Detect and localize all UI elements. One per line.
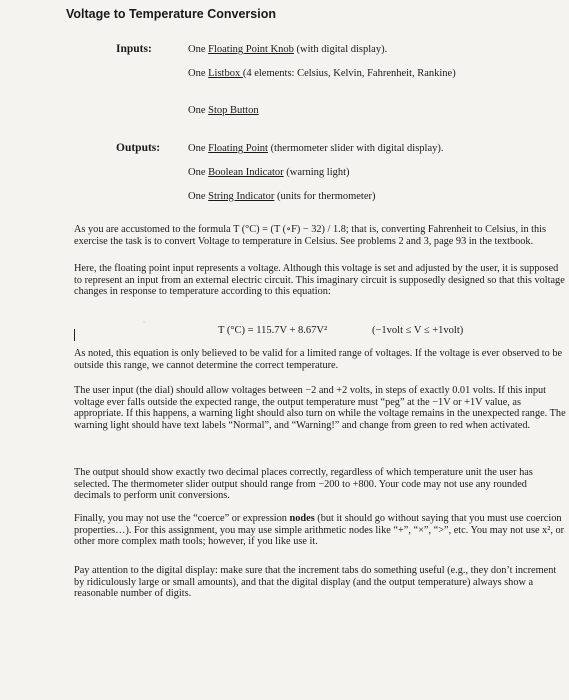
input-item-knob [188,43,518,56]
item-link: Boolean Indicator [208,167,284,178]
item-suffix: (with digital display). [293,44,388,55]
item-prefix: One [188,105,209,116]
outputs-label: Outputs: [116,142,161,154]
item-link: Listbox [208,68,243,79]
inputs-label: Inputs: [116,43,152,55]
page-title: Voltage to Temperature Conversion [66,7,276,21]
restrictions-text-rest: (but it should go without saying that you must use coercion properties…). For this assignment, you may use simple arithmetic nodes like “+”, “×”, “>”, etc. You may not use x², or other more complex math tools; however, if you like use it. [74,513,565,548]
item-suffix: (4 elements: Celsius, Kelvin, Fahrenheit, Rankine) [242,68,456,79]
item-prefix: One [188,191,209,202]
paragraph-voltage-input: Here, the floating point input represents a voltage. Although this voltage is set and adjusted by the user, it is supposed to represent an input from an external electric circuit. This imaginary circuit is supposedly designed so that this voltage changes in response to temperature according to this equation: [74,263,565,298]
stray-mark: ◦ [143,318,146,326]
restrictions-bold: nodes [289,513,315,524]
paragraph-user-input: The user input (the dial) should allow voltages between −2 and +2 volts, in steps of exactly 0.01 volts. If this input voltage ever falls outside the expected range, the output temperature must “peg” at the −1V or +1V value, as appropriate. If this happens, a warning light should also turn on while the voltage remains in the unexpected range. The warning light should have text labels “Normal”, and “Warning!” and change from green to red when activated. [74,385,566,431]
input-item-stop-button [188,104,518,117]
item-suffix: (units for thermometer) [274,191,376,202]
item-suffix: (warning light) [283,167,350,178]
item-suffix: (thermometer slider with digital display). [267,143,444,154]
item-link: String Indicator [208,191,275,202]
equation-range: (−1volt ≤ V ≤ +1volt) [372,325,464,336]
paragraph-validity: As noted, this equation is only believed to be valid for a limited range of voltages. If the voltage is ever observed to be outside this range, we cannot determine the correct temperature. [74,348,563,371]
input-item-listbox [188,67,508,80]
restrictions-text: Finally, you may not use the “coerce” or expression [74,513,290,524]
paragraph-digital-display: Pay attention to the digital display: make sure that the increment tabs do something useful (e.g., they don’t increment by ridiculously large or small amounts), and that the digital display (and the output temperature) always show a reasonable number of digits. [74,565,557,600]
item-link: Stop Button [208,105,259,116]
item-link: Floating Point [208,143,268,154]
paragraph-formula-intro: As you are accustomed to the formula T (°C) = (T (∘F) − 32) / 1.8; that is, converting Fahrenheit to Celsius, in this exercise the task is to convert Voltage to temperature in Celsius. See problems 2 and 3, page 93 in the textbook. [74,224,547,247]
output-item-slider [188,142,518,155]
item-link: Floating Point Knob [208,44,294,55]
item-prefix: One [188,44,209,55]
item-prefix: One [188,143,209,154]
equation: T (°C) = 115.7V + 8.67V² [218,325,328,336]
item-prefix: One [188,167,209,178]
paragraph-output: The output should show exactly two decimal places correctly, regardless of which temperature unit the user has selected. The thermometer slider output should range from −200 to +800. Your code may not use any rounded decimals to perform unit conversions. [74,467,533,502]
output-item-units-string [188,190,518,203]
text-cursor [74,329,75,341]
paragraph-restrictions [74,513,566,548]
item-prefix: One [188,68,209,79]
output-item-warning-light [188,166,518,179]
